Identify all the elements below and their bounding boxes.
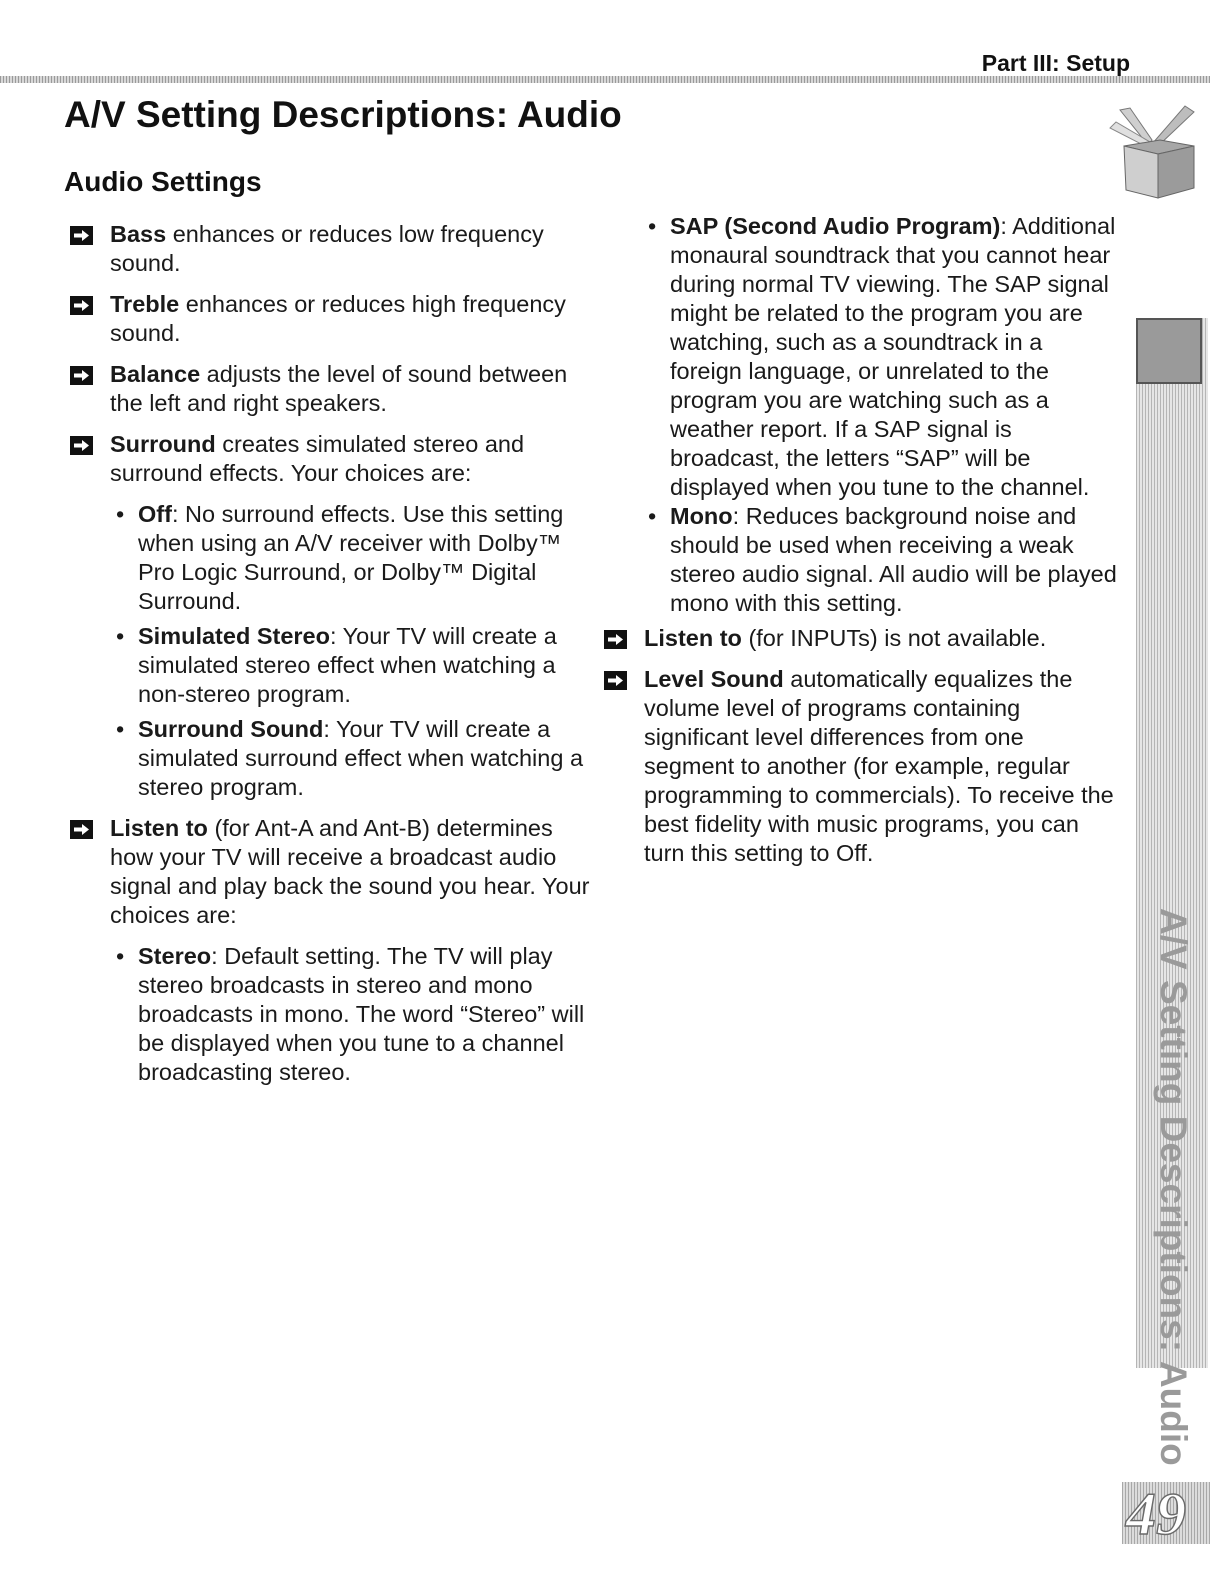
choice-surround-sound	[116, 715, 590, 802]
side-tab	[1136, 318, 1208, 1466]
setting-description: automatically equalizes the volume level of programs containing significant level differences from one segment to another (for example, regular programming to commercials). To receive the best fidelity with music programs, you can turn this setting to Off.	[644, 666, 1114, 866]
setting-description: enhances or reduces low frequency sound.	[110, 221, 544, 276]
setting-surround	[70, 430, 590, 488]
arrow-box-icon	[70, 226, 93, 245]
choice-stereo	[116, 942, 590, 1087]
header-rule	[0, 76, 1210, 83]
setting-listen-to-inputs	[604, 624, 1119, 653]
page-number-badge	[1122, 1481, 1210, 1547]
choice-sap	[648, 212, 1119, 502]
side-tab-title: A/V Setting Descriptions: Audio	[1153, 908, 1194, 1466]
left-column	[70, 220, 590, 1087]
setting-description: (for INPUTs) is not available.	[741, 625, 1047, 651]
arrow-box-icon	[604, 630, 627, 649]
setting-description: creates simulated stereo and surround effects. Your choices are:	[110, 431, 525, 486]
choice-term: SAP (Second Audio Program)	[670, 213, 1001, 239]
setting-level-sound	[604, 665, 1119, 868]
arrow-box-icon	[70, 820, 93, 839]
page-title: A/V Setting Descriptions: Audio	[64, 94, 622, 135]
setting-treble	[70, 290, 590, 348]
choice-description: : Default setting. The TV will play stereo broadcasts in stereo and mono broadcasts in mono. The word “Stereo” will be displayed when you tune to a channel broadcasting stereo.	[138, 943, 585, 1085]
arrow-box-icon	[70, 296, 93, 315]
setting-listen-to-ant	[70, 814, 590, 930]
choice-description: : Reduces background noise and should be used when receiving a weak stereo audio signal. All audio will be played mono with this setting.	[670, 503, 1117, 616]
gift-box-icon	[1090, 100, 1205, 200]
choice-term: Stereo	[138, 943, 212, 969]
setting-balance	[70, 360, 590, 418]
setting-description: enhances or reduces high frequency sound.	[110, 291, 566, 346]
setting-term: Listen to	[644, 625, 742, 651]
setting-term: Surround	[110, 431, 216, 457]
arrow-box-icon	[70, 366, 93, 385]
section-title: Audio Settings	[64, 166, 262, 197]
tab-thumbnail-icon	[1136, 318, 1202, 384]
setting-bass	[70, 220, 590, 278]
choice-off	[116, 500, 590, 616]
choice-description: : No surround effects. Use this setting when using an A/V receiver with Dolby™ Pro Logic Surround, or Dolby™ Digital Surround.	[138, 501, 564, 614]
choice-term: Simulated Stereo	[138, 623, 330, 649]
right-column	[604, 212, 1119, 868]
setting-term: Bass	[110, 221, 167, 247]
choice-description: : Additional monaural soundtrack that you cannot hear during normal TV viewing. The SAP signal might be related to the program you are watching, such as a soundtrack in a foreign language, or unrelated to the program you are watching such as a weather report. If a SAP signal is broadcast, the letters “SAP” will be displayed when you tune to the channel.	[670, 213, 1116, 500]
choice-description: : Your TV will create a simulated stereo effect when watching a non-stereo program.	[138, 623, 557, 707]
setting-term: Balance	[110, 361, 201, 387]
choice-simulated-stereo	[116, 622, 590, 709]
setting-term: Listen to	[110, 815, 208, 841]
setting-description: (for Ant-A and Ant-B) determines how your TV will receive a broadcast audio signal and play back the sound you hear. Your choices are:	[110, 815, 590, 928]
choice-mono	[648, 502, 1119, 618]
arrow-box-icon	[604, 671, 627, 690]
choice-term: Mono	[670, 503, 733, 529]
setting-description: adjusts the level of sound between the left and right speakers.	[110, 361, 568, 416]
choice-term: Surround Sound	[138, 716, 324, 742]
setting-term: Treble	[110, 291, 180, 317]
page-number: 49	[1126, 1481, 1186, 1547]
choice-term: Off	[138, 501, 172, 527]
choice-description: : Your TV will create a simulated surround effect when watching a stereo program.	[138, 716, 584, 800]
setting-term: Level Sound	[644, 666, 784, 692]
arrow-box-icon	[70, 436, 93, 455]
part-label: Part III: Setup	[981, 50, 1130, 76]
